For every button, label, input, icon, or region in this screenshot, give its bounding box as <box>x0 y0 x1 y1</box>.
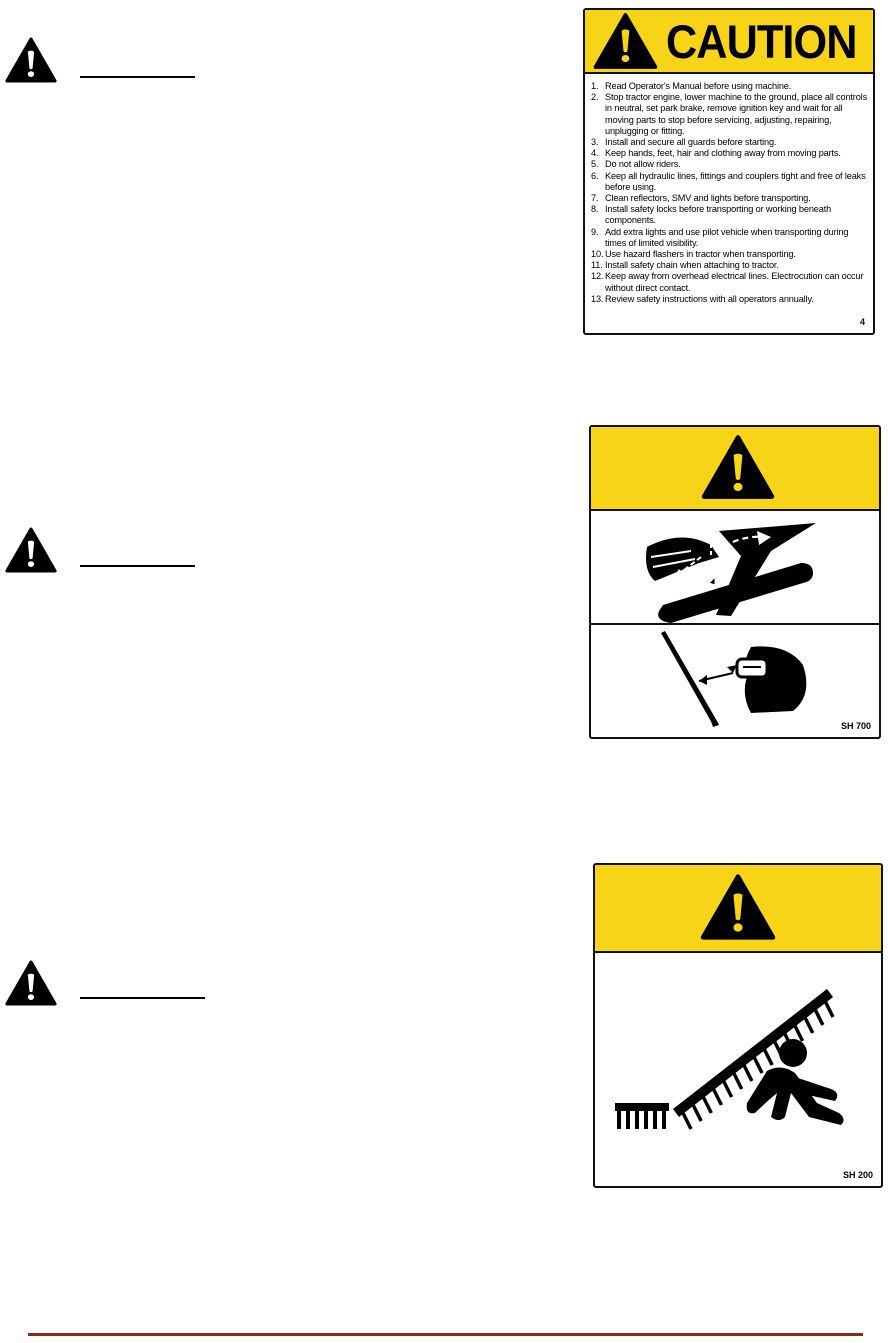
warning-triangle-icon <box>4 960 58 1006</box>
caution-list-item <box>591 81 871 92</box>
section-heading-underline <box>80 997 205 999</box>
caution-item-number: 11. <box>591 260 603 271</box>
section-heading-underline <box>80 76 195 78</box>
caution-item-text: Install safety locks before transporting or working beneath components. <box>605 204 832 226</box>
section-heading-underline <box>80 565 195 567</box>
caution-list <box>591 81 871 305</box>
caution-item-text: Add extra lights and use pilot vehicle when transporting during times of limited visibility. <box>605 226 849 248</box>
caution-item-number: 12. <box>591 271 604 282</box>
caution-item-text: Install safety chain when attaching to tractor. <box>605 260 779 271</box>
sh700-decal <box>589 425 881 739</box>
caution-list-item <box>591 271 871 293</box>
caution-item-number: 7. <box>591 193 599 204</box>
decal-warning-panel <box>591 427 879 511</box>
caution-item-text: Keep hands, feet, hair and clothing away from moving parts. <box>605 148 841 159</box>
caution-item-number: 4. <box>591 148 599 159</box>
caution-item-text: Stop tractor engine, lower machine to the ground, place all controls in neutral, set park brake, remove ignition key and wait for all moving parts to stop before servicing, adjusting, repairing, unplugging or fitting. <box>605 92 868 136</box>
sh200-decal <box>593 863 883 1188</box>
caution-item-number: 5. <box>591 159 599 170</box>
caution-decal <box>583 8 875 335</box>
caution-item-number: 1. <box>591 81 599 91</box>
footer-rule <box>28 1333 863 1336</box>
caution-list-item <box>591 193 871 204</box>
caution-item-number: 13. <box>591 293 604 304</box>
caution-list-item <box>591 159 871 170</box>
decal-code: 4 <box>859 317 865 327</box>
caution-item-text: Use hazard flashers in tractor when transporting. <box>605 249 796 260</box>
warning-triangle-icon <box>4 527 58 573</box>
caution-list-item <box>591 148 871 159</box>
caution-item-text: Clean reflectors, SMV and lights before transporting. <box>605 193 811 204</box>
caution-header <box>585 10 873 74</box>
warning-triangle-icon <box>4 37 58 83</box>
caution-list-item <box>591 171 871 193</box>
caution-item-number: 6. <box>591 170 599 181</box>
caution-list-item <box>591 204 871 226</box>
caution-item-number: 8. <box>591 204 599 215</box>
eye-protection-icon <box>591 625 879 737</box>
caution-list-item <box>591 92 871 137</box>
caution-list-item <box>591 249 871 260</box>
caution-title: CAUTION <box>665 14 857 68</box>
caution-item-text: Keep all hydraulic lines, fittings and couplers tight and free of leaks before using. <box>605 170 866 192</box>
caution-item-number: 3. <box>591 137 599 148</box>
eye-protection-panel <box>591 625 879 737</box>
caution-list-item <box>591 227 871 249</box>
decal-code: SH 700 <box>840 721 871 731</box>
hand-crush-icon <box>591 511 879 623</box>
caution-item-number: 2. <box>591 92 599 103</box>
caution-item-number: 9. <box>591 226 599 237</box>
crush-under-rake-icon <box>595 953 881 1186</box>
decal-code: SH 200 <box>842 1170 873 1180</box>
caution-item-number: 10. <box>591 249 604 260</box>
caution-item-text: Keep away from overhead electrical lines. Electrocution can occur without direct contact. <box>605 271 864 293</box>
warning-triangle-icon <box>593 11 658 71</box>
caution-item-text: Read Operator's Manual before using machine. <box>605 81 792 91</box>
decal-warning-panel <box>595 865 881 953</box>
hand-crush-panel <box>591 511 879 625</box>
caution-item-text: Do not allow riders. <box>605 159 681 170</box>
caution-list-item <box>591 260 871 271</box>
caution-list-item <box>591 294 871 305</box>
warning-triangle-icon <box>700 873 776 941</box>
caution-list-item <box>591 137 871 148</box>
caution-item-text: Review safety instructions with all operators annually. <box>605 293 814 304</box>
caution-item-text: Install and secure all guards before starting. <box>605 137 777 148</box>
crush-hazard-panel <box>595 953 881 1186</box>
warning-triangle-icon <box>701 434 775 500</box>
